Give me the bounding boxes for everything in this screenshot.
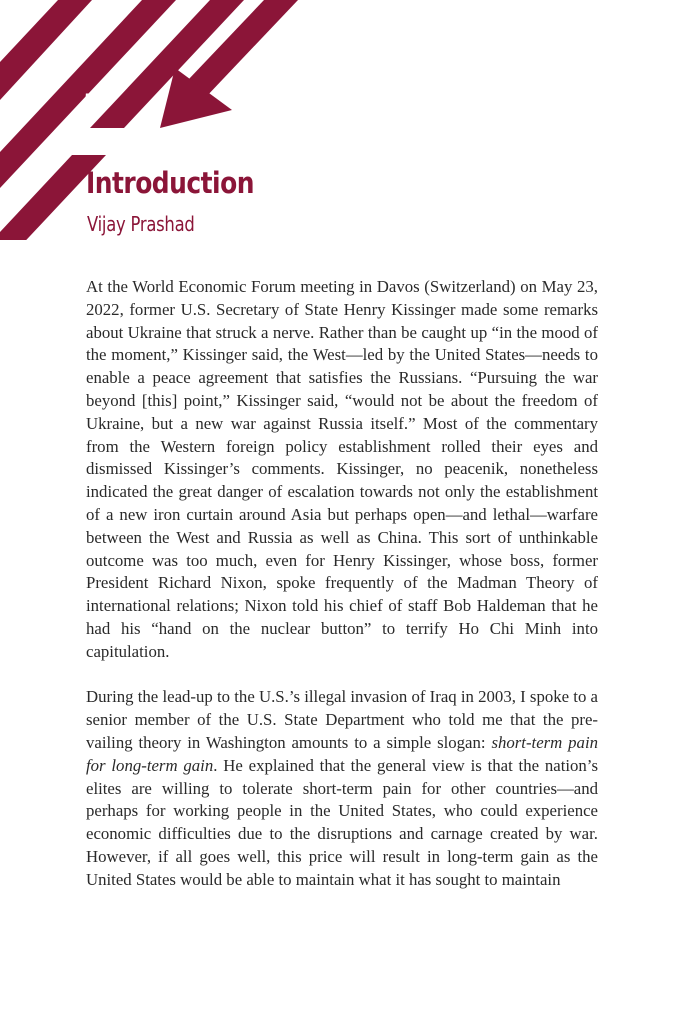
emphasized-slogan: short-term pain for long-term gain [86,732,598,775]
body-text [86,276,598,914]
chapter-title: Introduction [86,166,254,200]
paragraph-text: During the lead-up to the U.S.’s illegal invasion of Iraq in 2003, I spoke to a senior member of the U.S. State Department who told me that the pre-vailing theory in Washington amounts to a simple slogan: [86,687,598,752]
page-number: 5 [85,91,92,105]
chapter-author: Vijay Prashad [87,212,195,236]
paragraph-text: . He explained that the general view is that the nation’s elites are willing to tolerate short-term pain for other countries—and perhaps for working people in the United States, who could experience economic difficulties due to the disruptions and carnage created by war. However, if all goes well, this price will result in long-term gain as the United States would be able to maintain what it has sought to maintain [86,755,598,889]
paragraph [86,686,598,891]
corner-decoration [0,0,320,240]
diagonal-stripes-icon [0,0,244,240]
paragraph: At the World Economic Forum meeting in Davos (Switzerland) on May 23, 2022, former U.S. Secretary of State Henry Kissinger made some remarks about Ukraine that struck a nerve. Rather than be caught up “in the mood of the moment,” Kissinger said, the West—led by the United States—needs to enable a peace agreement that satisfies the Russians. “Pursuing the war beyond [this] point,” Kissinger said, “would not be about the freedom of Ukraine, but a new war against Russia itself.” Most of the commentary from the Western foreign policy establishment rolled their eyes and dismissed Kissinger’s comments. Kissinger, no peacenik, nonetheless indicated the great danger of escalation towards not only the establishment of a new iron curtain around Asia but perhaps open—and lethal—warfare between the West and Russia as well as China. This sort of unthinkable outcome was too much, even for Henry Kissinger, whose boss, former President Richard Nixon, spoke frequently of the Madman Theory of international relations; Nixon told his chief of staff Bob Haldeman that he had his “hand on the nuclear button” to terrify Ho Chi Minh into capitulation. [86,277,598,661]
